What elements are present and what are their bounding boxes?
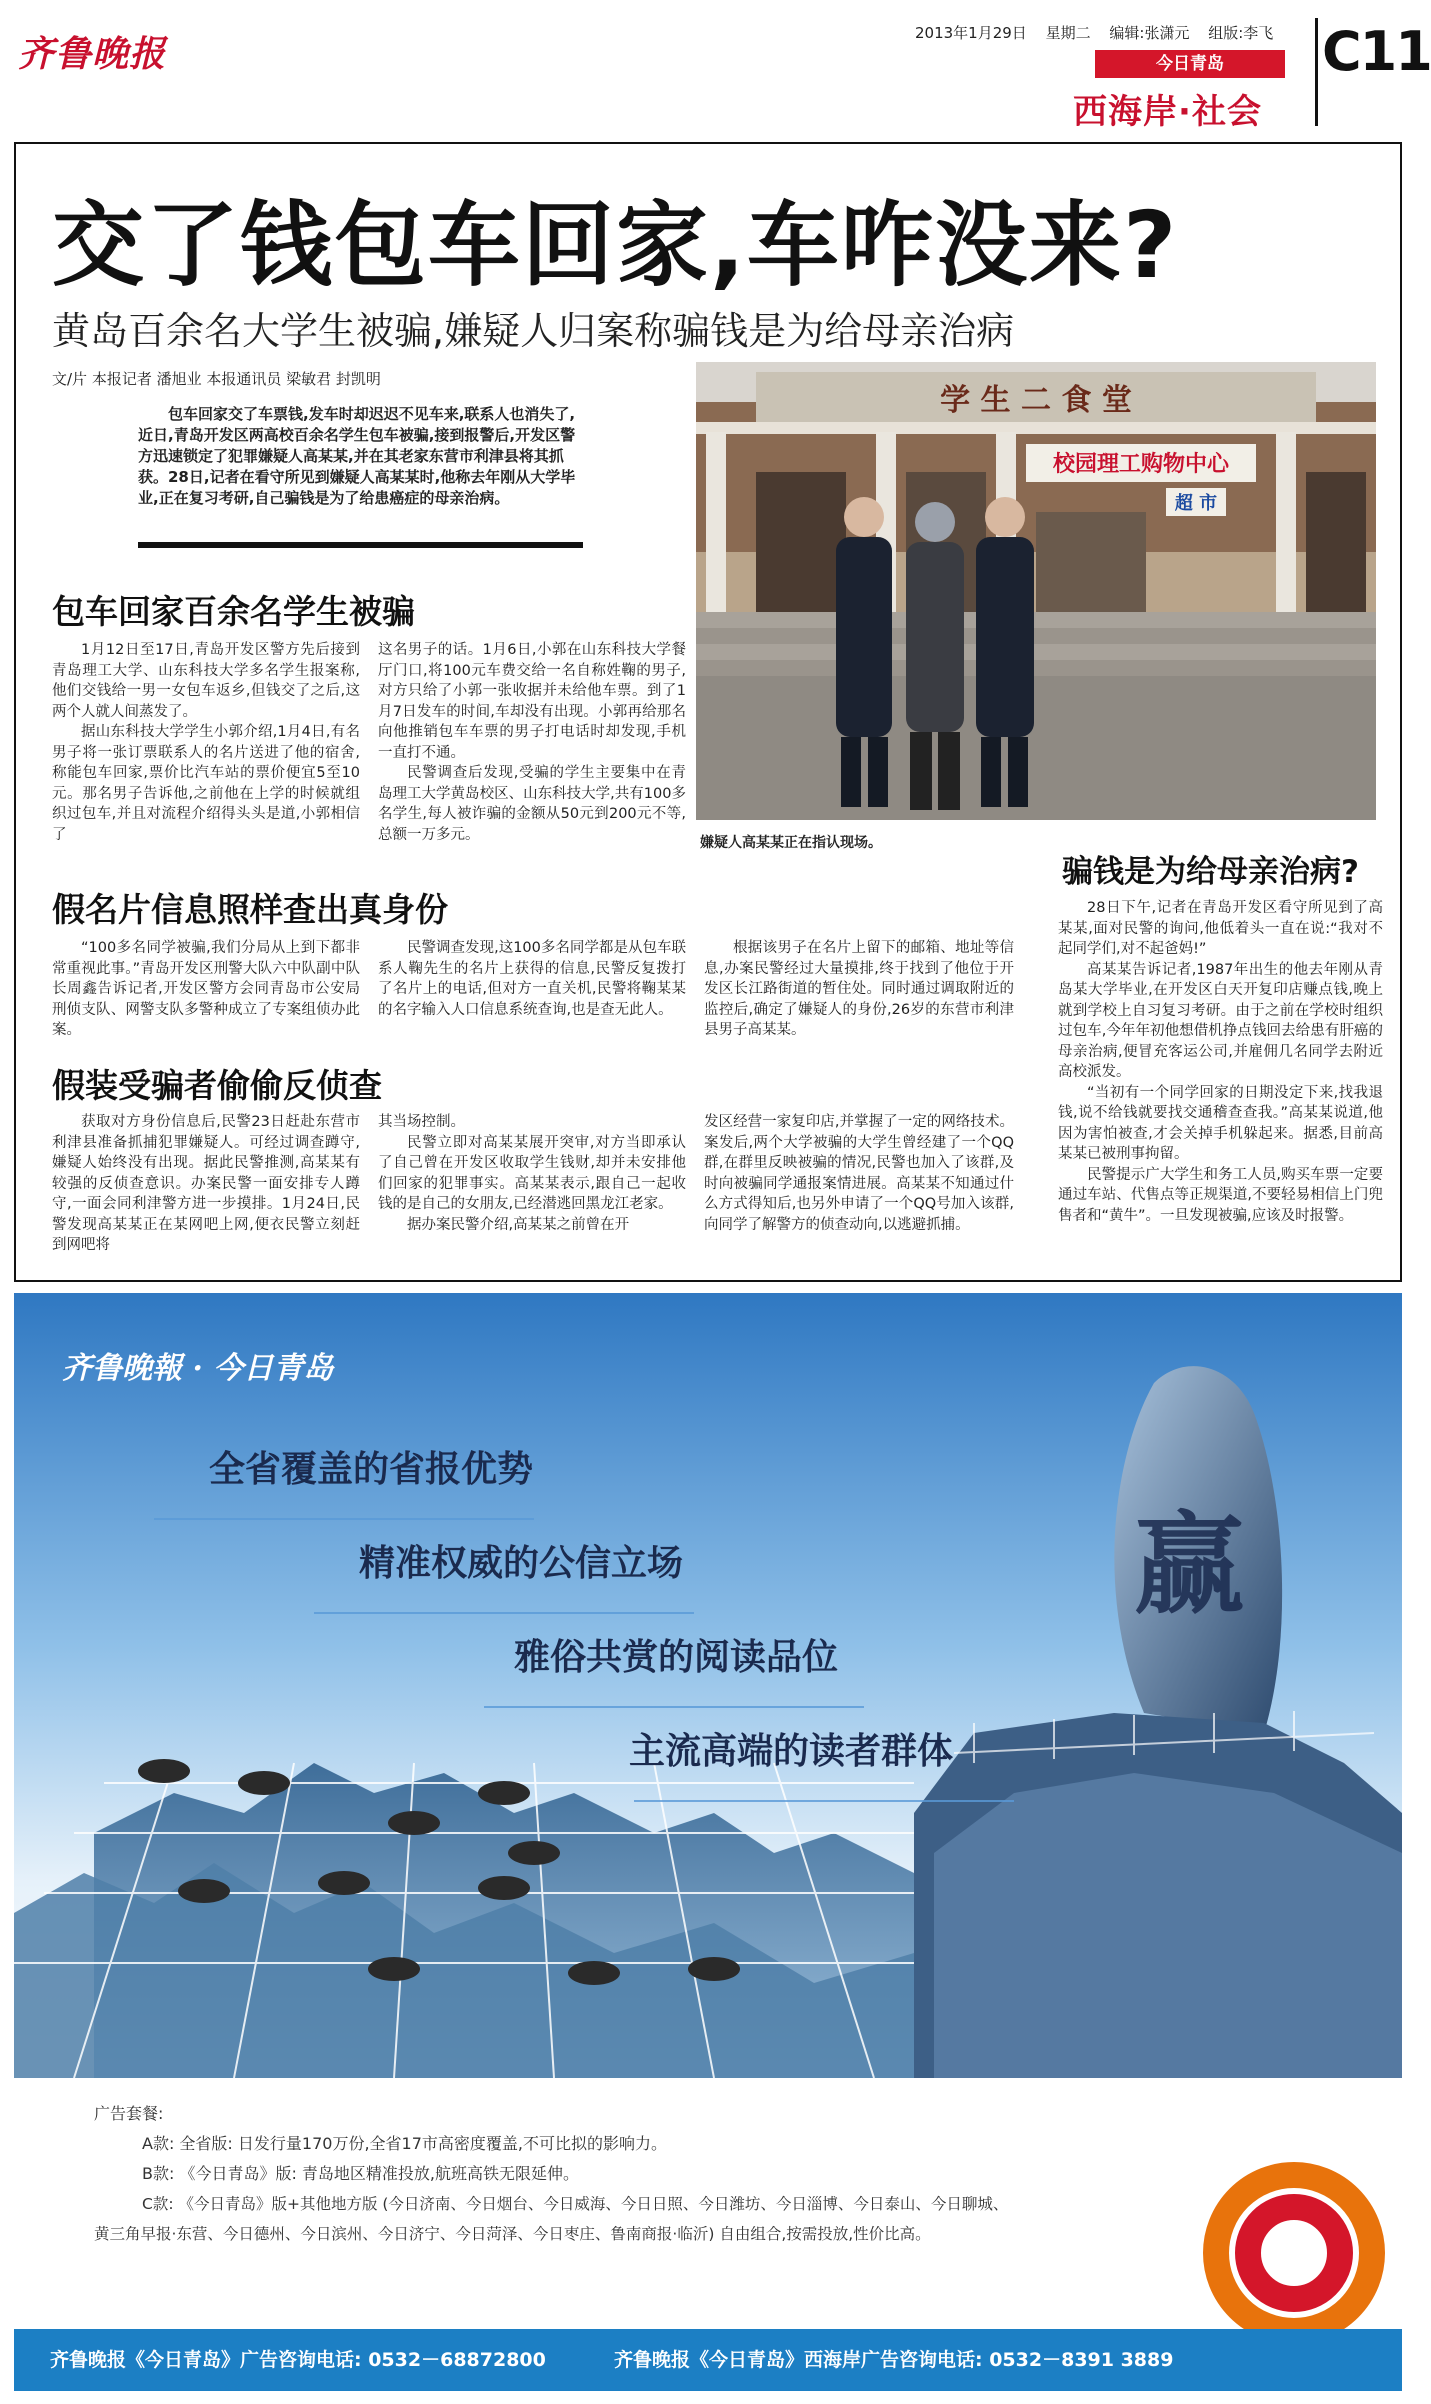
issue-date: 2013年1月29日 xyxy=(915,24,1027,42)
paragraph: 民警提示广大学生和务工人员,购买车票一定要通过车站、代售点等正规渠道,不要轻易相信上门兜售者和“黄牛”。一旦发现被骗,应该及时报警。 xyxy=(1058,1166,1383,1224)
paragraph: 这名男子的话。1月6日,小郭在山东科技大学餐厅门口,将100元车费交给一名自称姓鞠的男子,对方只给了小郭一张收据并未给他车票。到了1月7日发车的时间,车却没有出现。小郭再给那名向他推销包车车票的男子打电话时却发现,手机一直打不通。 xyxy=(378,642,686,761)
section-1-column-2 xyxy=(378,640,686,845)
issue-weekday: 星期二 xyxy=(1045,24,1091,42)
rock-character: 赢 xyxy=(1134,1500,1244,1629)
paragraph: 民警调查后发现,受骗的学生主要集中在青岛理工大学黄岛校区、山东科技大学,共有100多名学生,每人被诈骗的金额从50元到200元不等,总额一万多元。 xyxy=(378,765,686,843)
section-2-column-3 xyxy=(704,938,1014,1041)
article-lead: 包车回家交了车票钱,发车时却迟迟不见车来,联系人也消失了,近日,青岛开发区两高校百余名学生包车被骗,接到报警后,开发区警方迅速锁定了犯罪嫌疑人高某某,并在其老家东营市利津县将其抓获。28日,记者在看守所见到嫌疑人高某某时,他称去年刚从大学毕业,正在复习考研,自己骗钱是为了给患癌症的母亲治病。 xyxy=(138,405,576,507)
ad-package-b: B款: 《今日青岛》版: 青岛地区精准投放,航班高铁无限延伸。 xyxy=(142,2164,580,2183)
paragraph: “当初有一个同学回家的日期没定下来,找我退钱,说不给钱就要找交通稽查查我。”高某某说道,他因为害怕被查,才会关掉手机躲起来。据悉,目前高某某已被刑事拘留。 xyxy=(1058,1084,1383,1162)
newspaper-logo: 齐鲁晚报 xyxy=(18,33,167,75)
section-heading-2: 假名片信息照样查出真身份 xyxy=(52,890,448,929)
section-2-column-1 xyxy=(52,938,360,1041)
paragraph: 根据该男子在名片上留下的邮箱、地址等信息,办案民警经过大量摸排,终于找到了他位于开发区长江路街道的暂住处。同时通过调取附近的监控后,确定了嫌疑人的身份,26岁的东营市利津县男子高某某。 xyxy=(704,940,1014,1038)
photo-sign-shop: 校园理工购物中心 xyxy=(1052,452,1230,477)
paragraph: 高某某告诉记者,1987年出生的他去年刚从青岛某大学毕业,在开发区白天开复印店赚点钱,晚上就到学校上自习复习考研。由于之前在学校时组织过包车,今年年初他想借机挣点钱回去给患有肝癌的母亲治病,便冒充客运公司,并雇佣几名同学去附近高校派发。 xyxy=(1058,961,1383,1080)
advertisement xyxy=(14,1293,1402,2391)
article-headline: 交了钱包车回家,车咋没来? xyxy=(52,192,1179,299)
paragraph: 获取对方身份信息后,民警23日赶赴东营市利津县准备抓捕犯罪嫌疑人。可经过调查蹲守,嫌疑人始终没有出现。据此民警推测,高某某有较强的反侦查意识。办案民警一面安排专人蹲守,一面会同利津警方进一步摸排。1月24日,民警发现高某某正在某网吧上网,便衣民警立刻赶到网吧将 xyxy=(52,1114,360,1253)
ad-contact-2: 齐鲁晚报《今日青岛》西海岸广告咨询电话: 0532－8391 3889 xyxy=(614,2349,1174,2371)
ad-package-c: C款: 《今日青岛》版+其他地方版 (今日济南、今日烟台、今日威海、今日日照、今日潍坊、今日淄博、今日泰山、今日聊城、 xyxy=(142,2195,1009,2213)
paragraph: 据办案民警介绍,高某某之前曾在开 xyxy=(407,1216,630,1233)
paragraph: 发区经营一家复印店,并掌握了一定的网络技术。案发后,两个大学被骗的大学生曾经建了一个QQ群,在群里反映被骗的情况,民警也加入了该群,及时向被骗同学通报案情进展。高某某不知通过什么方式得知后,也另外申请了一个QQ号加入该群,向同学了解警方的侦查动向,以逃避抓捕。 xyxy=(704,1114,1014,1233)
article-byline: 文/片 本报记者 潘旭业 本报通讯员 梁敏君 封凯明 xyxy=(52,370,381,388)
section-2-column-2 xyxy=(378,938,686,1020)
photo-caption: 嫌疑人高某某正在指认现场。 xyxy=(700,835,882,851)
photo-sign-building: 学 生 二 食 堂 xyxy=(940,383,1132,418)
section-3-column-2 xyxy=(378,1112,686,1235)
editor-credit: 编辑:张潇元 xyxy=(1109,24,1190,42)
paragraph: 民警调查发现,这100多名同学都是从包车联系人鞠先生的名片上获得的信息,民警反复拨打了名片上的电话,但对方一直关机,民警将鞠某某的名字输入人口信息系统查询,也是查无此人。 xyxy=(378,940,686,1018)
masthead-divider xyxy=(1315,18,1318,126)
paragraph: 1月12日至17日,青岛开发区警方先后接到青岛理工大学、山东科技大学多名学生报案称,他们交钱给一男一女包车返乡,但钱交了之后,这两个人就人间蒸发了。 xyxy=(52,642,360,720)
ad-package-title: 广告套餐: xyxy=(94,2104,164,2123)
ad-logo: 齐鲁晚報 · 今日青岛 xyxy=(62,1351,334,1386)
section-3-column-1 xyxy=(52,1112,360,1256)
ad-package-list xyxy=(94,2101,1214,2301)
section-heading-4: 骗钱是为给母亲治病? xyxy=(1062,854,1359,890)
news-photo xyxy=(696,362,1376,820)
section-3-column-3 xyxy=(704,1112,1014,1235)
ad-slogan-2: 精准权威的公信立场 xyxy=(359,1542,684,1584)
ad-slogan-1: 全省覆盖的省报优势 xyxy=(209,1448,534,1490)
edition-badge: 今日青岛 xyxy=(1095,50,1285,78)
section-heading-1: 包车回家百余名学生被骗 xyxy=(52,592,415,631)
paragraph: “100多名同学被骗,我们分局从上到下都非常重视此事。”青岛开发区刑警大队六中队副中队长周鑫告诉记者,开发区警方会同青岛市公安局刑侦支队、网警支队多警种成立了专案组侦办此案。 xyxy=(52,940,360,1038)
lead-divider xyxy=(138,542,583,548)
paragraph: 其当场控制。 xyxy=(378,1114,465,1130)
photo-sign-small: 超 市 xyxy=(1174,493,1218,514)
layout-credit: 组版:李飞 xyxy=(1208,24,1274,42)
paragraph: 28日下午,记者在青岛开发区看守所见到了高某某,面对民警的询问,他低着头一直在说:“我对不起同学们,对不起爸妈!” xyxy=(1058,900,1383,957)
section-title: 西海岸·社会 xyxy=(1073,92,1262,132)
section-1-column-1 xyxy=(52,640,360,845)
ad-package-a: A款: 全省版: 日发行量170万份,全省17市高密度覆盖,不可比拟的影响力。 xyxy=(142,2134,667,2153)
paragraph: 据山东科技大学学生小郭介绍,1月4日,有名男子将一张订票联系人的名片送进了他的宿舍,称能包车回家,票价比汽车站的票价便宜5至10元。那名男子告诉他,之前他在上学的时候就组织过包车,并且对流程介绍得头头是道,小郭相信了 xyxy=(52,724,360,843)
ad-slogan-4: 主流高端的读者群体 xyxy=(629,1730,954,1772)
ad-contact-1: 齐鲁晚报《今日青岛》广告咨询电话: 0532－68872800 xyxy=(50,2349,546,2371)
page-number: C11 xyxy=(1322,20,1431,83)
paragraph: 民警立即对高某某展开突审,对方当即承认了自己曾在开发区收取学生钱财,却并未安排他们回家的犯罪事实。高某某表示,跟自己一起收钱的是自己的女朋友,已经潜逃回黑龙江老家。 xyxy=(378,1134,686,1212)
ad-contact-bar xyxy=(14,2329,1402,2391)
article-subhead: 黄岛百余名大学生被骗,嫌疑人归案称骗钱是为给母亲治病 xyxy=(52,309,1015,353)
ad-slogan-3: 雅俗共赏的阅读品位 xyxy=(514,1636,839,1678)
section-4-column xyxy=(1058,898,1383,1226)
ad-package-c-continued: 黄三角早报·东营、今日德州、今日滨州、今日济宁、今日菏泽、今日枣庄、鲁南商报·临沂) 自由组合,按需投放,性价比高。 xyxy=(94,2225,931,2243)
section-heading-3: 假装受骗者偷偷反侦查 xyxy=(52,1066,382,1105)
dateline xyxy=(915,22,1287,43)
